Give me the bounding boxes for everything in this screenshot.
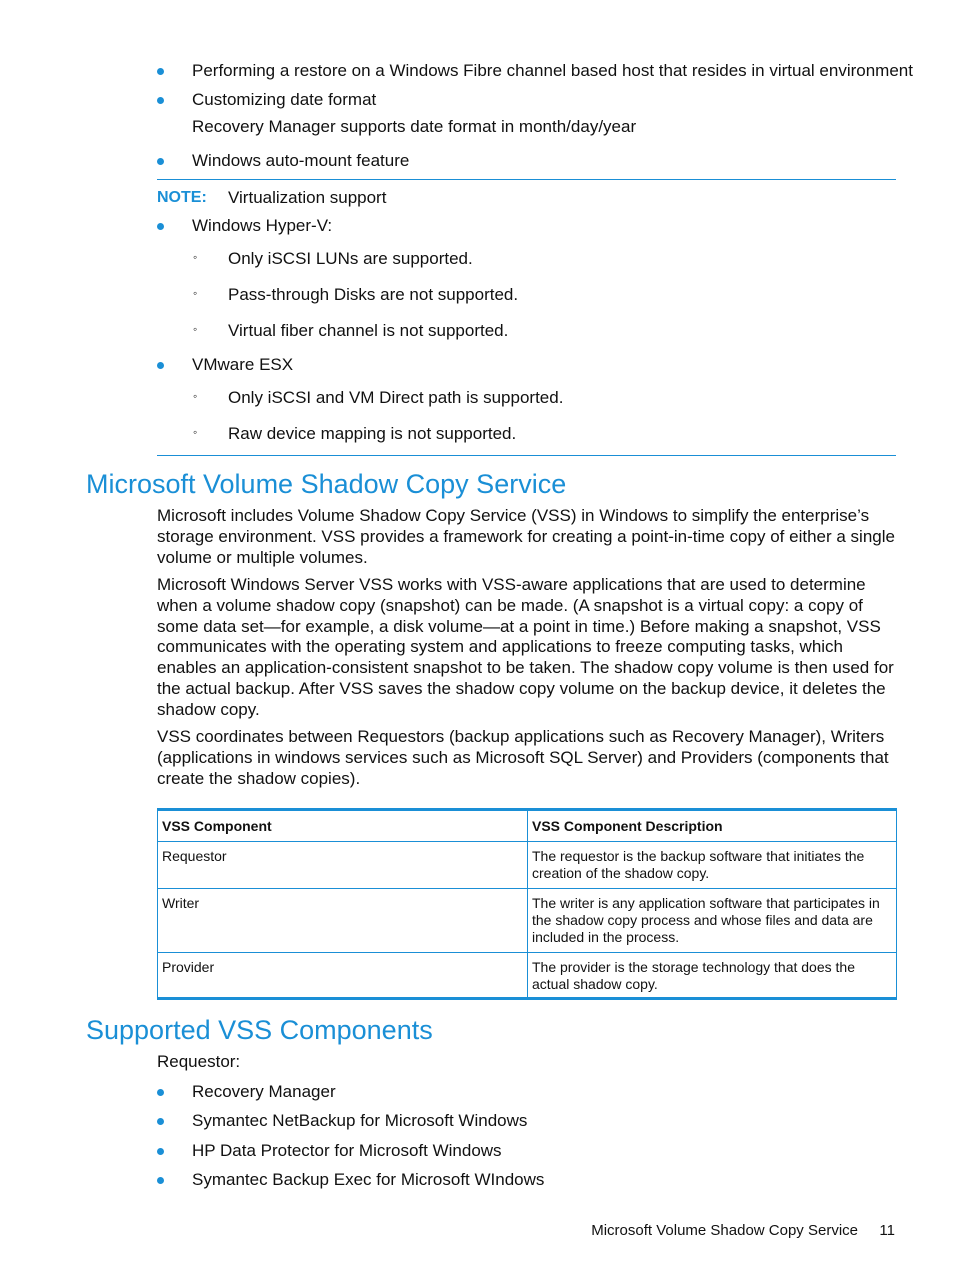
bullet-icon (157, 1148, 164, 1155)
table-cell: Writer (158, 889, 528, 953)
list-item: Symantec Backup Exec for Microsoft WIndows (192, 1170, 545, 1189)
table-cell: The writer is any application software that participates in the shadow copy process and whose files and data are included in the process. (528, 889, 897, 953)
bullet-icon (157, 1118, 164, 1125)
paragraph: Microsoft Windows Server VSS works with VSS-aware applications that are used to determine when a volume shadow copy (snapshot) can be made. (A snapshot is a virtual copy: a copy of some data set—for example, a disk volume—at a point in time.) Before making a snapshot, VSS communicates with the operating system and applications to freeze computing tasks, which enables an application-consistent snapshot to be taken. The shadow copy volume is then used for the actual backup. After VSS saves the shadow copy volume on the backup device, it deletes the shadow copy. (157, 575, 894, 719)
note-title: Virtualization support (228, 188, 387, 207)
table-cell: Provider (158, 953, 528, 999)
table-row (158, 842, 897, 889)
sub-bullet-icon: ◦ (193, 286, 198, 300)
list-item: Windows Hyper-V: (192, 216, 333, 235)
list-item: HP Data Protector for Microsoft Windows (192, 1141, 502, 1160)
bullet-icon (157, 1089, 164, 1096)
bullet-icon (157, 68, 164, 75)
table-row (158, 889, 897, 953)
sub-list-item: Only iSCSI and VM Direct path is supported. (228, 388, 564, 407)
list-item: Performing a restore on a Windows Fibre channel based host that resides in virtual environment (192, 61, 913, 80)
sub-list-item: Raw device mapping is not supported. (228, 424, 517, 443)
list-item: VMware ESX (192, 355, 294, 374)
paragraph: Microsoft includes Volume Shadow Copy Service (VSS) in Windows to simplify the enterprise’s storage environment. VSS provides a framework for creating a point-in-time copy of either a single volume or multiple volumes. (157, 506, 895, 567)
page-number: 11 (879, 1222, 895, 1239)
bullet-icon (157, 223, 164, 230)
table-cell: The provider is the storage technology that does the actual shadow copy. (528, 953, 897, 999)
bullet-icon (157, 97, 164, 104)
table-header-cell: VSS Component (158, 810, 528, 842)
sub-bullet-icon: ◦ (193, 322, 198, 336)
vss-component-table (157, 808, 897, 1000)
sub-list-item: Virtual fiber channel is not supported. (228, 321, 509, 340)
section-heading: Supported VSS Components (86, 1015, 433, 1045)
section-heading: Microsoft Volume Shadow Copy Service (86, 469, 567, 499)
list-item: Symantec NetBackup for Microsoft Windows (192, 1111, 528, 1130)
section-intro: Requestor: (157, 1052, 241, 1071)
list-item: Recovery Manager (192, 1082, 336, 1101)
sub-bullet-icon: ◦ (193, 389, 198, 403)
table-header-row (158, 810, 897, 842)
sub-list-item: Pass-through Disks are not supported. (228, 285, 519, 304)
footer-title: Microsoft Volume Shadow Copy Service (591, 1222, 858, 1239)
list-item-detail: Recovery Manager supports date format in month/day/year (192, 117, 637, 136)
note-bottom-rule (157, 455, 896, 456)
list-item: Customizing date format (192, 90, 377, 109)
paragraph: VSS coordinates between Requestors (backup applications such as Recovery Manager), Writers (applications in windows services such as Microsoft SQL Server) and Providers (components that create the shadow copies). (157, 727, 889, 788)
table-cell: The requestor is the backup software that initiates the creation of the shadow copy. (528, 842, 897, 889)
note-top-rule (157, 179, 896, 180)
bullet-icon (157, 362, 164, 369)
table-header-cell: VSS Component Description (528, 810, 897, 842)
sub-bullet-icon: ◦ (193, 425, 198, 439)
table-row (158, 953, 897, 999)
table-cell: Requestor (158, 842, 528, 889)
sub-bullet-icon: ◦ (193, 250, 198, 264)
sub-list-item: Only iSCSI LUNs are supported. (228, 249, 473, 268)
list-item: Windows auto-mount feature (192, 151, 410, 170)
bullet-icon (157, 158, 164, 165)
note-label: NOTE: (157, 189, 207, 206)
bullet-icon (157, 1177, 164, 1184)
